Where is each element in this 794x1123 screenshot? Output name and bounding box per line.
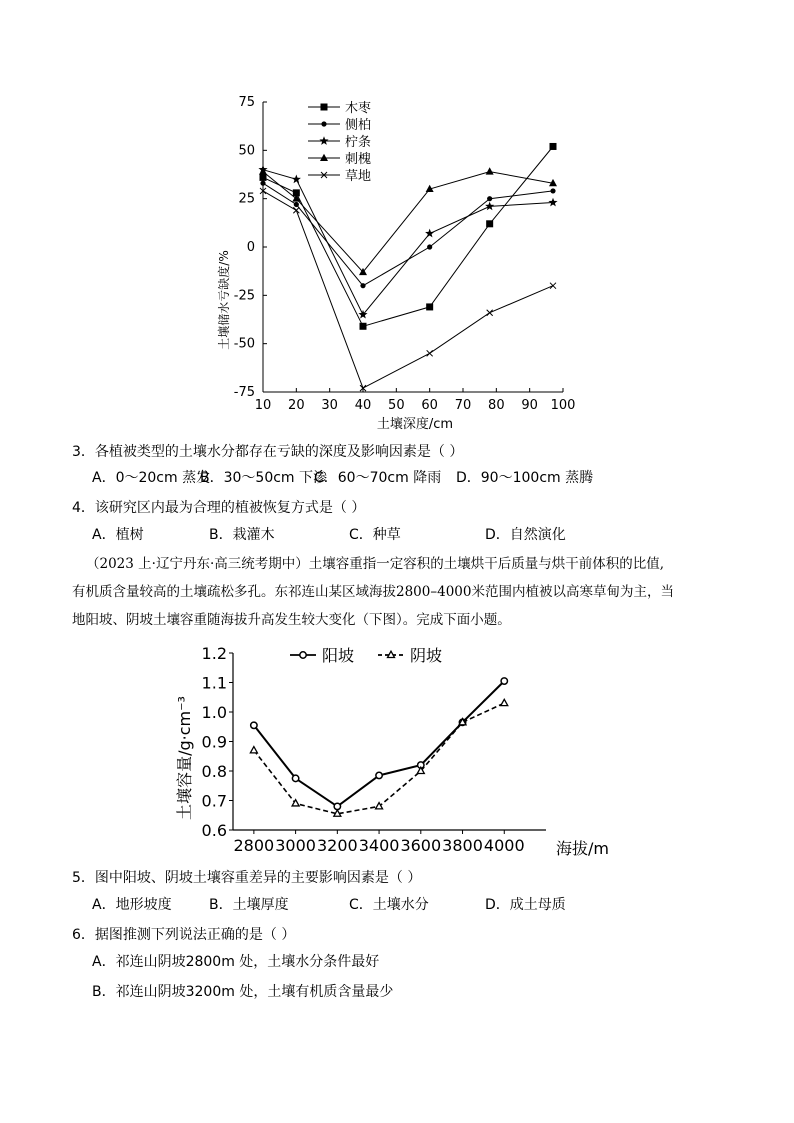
chart1-x-tick-label: 60 <box>421 398 438 413</box>
chart1-data-point <box>487 310 493 316</box>
chart2-x-tick-label: 3200 <box>316 836 358 855</box>
passage-line-3: 地阳坡、阴坡土壤容重随海拔升高发生较大变化（下图）。完成下面小题。 <box>72 612 511 628</box>
chart2-y-tick-label: 0.7 <box>201 791 227 811</box>
chart1-data-point <box>260 181 265 186</box>
q3-option-c[interactable]: C．60～70cm 降雨 <box>314 470 442 486</box>
chart1-data-point <box>550 283 556 289</box>
chart1-data-point <box>550 188 555 193</box>
chart1-x-tick-label: 10 <box>254 398 272 413</box>
chart2-legend-marker <box>300 652 306 658</box>
chart1-legend-label: 刺槐 <box>345 152 372 167</box>
chart1-data-point <box>485 202 494 211</box>
chart1-y-tick-label: 0 <box>246 240 255 255</box>
chart2-x-tick-label: 3600 <box>400 836 442 855</box>
q4-option-b[interactable]: B．栽灌木 <box>209 527 275 543</box>
chart1-ylabel: 土壤储水亏缺度/% <box>217 250 231 350</box>
chart1-y-tick-label: 75 <box>238 95 255 110</box>
question-4-stem: 4．该研究区内最为合理的植被恢复方式是（ ） <box>72 500 366 516</box>
chart2-y-tick-label: 1.1 <box>201 673 227 693</box>
q4-option-d[interactable]: D．自然演化 <box>485 527 566 543</box>
chart1-data-point <box>427 244 432 249</box>
chart1-series-line <box>263 170 553 315</box>
question-5-options <box>92 895 566 915</box>
chart1-data-point <box>426 303 433 310</box>
chart2-y-tick-label: 1.2 <box>201 644 227 663</box>
chart2-series-line <box>254 681 504 806</box>
chart2-data-point <box>501 678 507 684</box>
q3-option-d[interactable]: D．90～100cm 蒸腾 <box>456 470 594 486</box>
chart1-x-tick-label: 50 <box>388 398 405 413</box>
chart2-ylabel: 土壤容量/g·cm⁻³ <box>175 696 194 820</box>
passage <box>72 550 732 634</box>
chart2-legend-label: 阴坡 <box>410 646 443 665</box>
chart1-y-tick-label: -75 <box>233 385 255 400</box>
chart1-legend-marker <box>319 136 328 145</box>
chart2-data-point <box>334 810 341 816</box>
soil-water-deficit-chart <box>200 90 600 435</box>
question-5-stem: 5．图中阳坡、阴坡土壤容重差异的主要影响因素是（ ） <box>72 870 422 886</box>
chart1-data-point <box>486 220 493 227</box>
chart1-data-point <box>427 350 433 356</box>
question-6-stem: 6．据图推测下列说法正确的是（ ） <box>72 927 296 943</box>
chart2-data-point <box>292 775 298 781</box>
chart1-y-tick-label: 50 <box>238 143 255 159</box>
chart1-x-tick-label: 100 <box>550 398 576 413</box>
soil-bulk-density-chart <box>170 640 620 865</box>
q4-option-c[interactable]: C．种草 <box>349 527 401 543</box>
chart2-x-tick-label: 3400 <box>358 836 400 855</box>
chart2-series-line <box>254 703 504 814</box>
chart1-legend-label: 木枣 <box>345 101 372 116</box>
passage-line-1: （2023 上·辽宁丹东·高三统考期中）土壤容重指一定容积的土壤烘干后质量与烘干前体积的比值, <box>86 556 665 572</box>
chart1-data-point <box>360 323 367 330</box>
chart1-y-tick-label: 25 <box>238 191 255 207</box>
q5-option-a[interactable]: A．地形坡度 <box>92 897 172 913</box>
chart1-legend-label: 草地 <box>345 169 372 184</box>
chart1-data-point <box>360 283 365 288</box>
chart1-data-point <box>293 207 299 213</box>
question-4-options <box>92 525 566 545</box>
chart1-legend-label: 柠条 <box>345 135 372 150</box>
chart2-x-tick-label: 3800 <box>442 836 483 855</box>
chart2-data-point <box>250 747 257 753</box>
q5-option-d[interactable]: D．成土母质 <box>485 897 566 913</box>
q3-option-b[interactable]: B．30～50cm 下渗 <box>200 470 328 486</box>
chart1-y-tick-label: -50 <box>233 336 255 352</box>
q5-option-b[interactable]: B．土壤厚度 <box>209 897 289 913</box>
chart2-y-tick-label: 0.6 <box>201 821 227 840</box>
chart1-series-line <box>263 172 553 273</box>
chart2-y-tick-label: 0.9 <box>201 732 227 752</box>
chart1-series-line <box>263 191 553 388</box>
chart1-data-point <box>486 167 494 174</box>
chart1-legend-label: 侧柏 <box>345 118 372 133</box>
chart2-x-tick-label: 2800 <box>233 836 275 855</box>
chart2-x-tick-label: 3000 <box>275 836 316 855</box>
q6-option-b[interactable]: B．祁连山阴坡3200m 处，土壤有机质含量最少 <box>92 984 394 1000</box>
chart1-x-tick-label: 80 <box>488 398 505 413</box>
chart2-data-point <box>501 699 508 705</box>
q5-option-c[interactable]: C．土壤水分 <box>349 897 429 913</box>
chart2-data-point <box>251 722 257 728</box>
chart1-data-point <box>548 198 557 207</box>
chart2-data-point <box>376 772 382 778</box>
chart1-data-point <box>260 174 267 181</box>
chart1-data-point <box>425 229 434 238</box>
q6-option-a[interactable]: A．祁连山阴坡2800m 处，土壤水分条件最好 <box>92 954 380 970</box>
q4-option-a[interactable]: A．植树 <box>92 527 144 543</box>
chart1-legend-marker <box>321 121 326 126</box>
q3-option-a[interactable]: A．0～20cm 蒸发 <box>92 470 211 486</box>
chart2-xlabel: 海拔/m <box>556 839 609 858</box>
chart2-y-tick-label: 1.0 <box>201 703 227 722</box>
chart1-x-tick-label: 40 <box>354 398 372 413</box>
chart1-series-line <box>263 183 553 286</box>
chart1-data-point <box>550 143 557 150</box>
chart2-y-tick-label: 0.8 <box>201 762 227 781</box>
chart1-x-tick-label: 70 <box>454 398 472 413</box>
chart2-legend-label: 阳坡 <box>322 646 355 665</box>
chart2-x-tick-label: 4000 <box>483 836 525 855</box>
chart1-data-point <box>487 196 492 201</box>
chart1-y-tick-label: -25 <box>233 288 255 304</box>
chart2-data-point <box>292 800 299 806</box>
chart1-x-tick-label: 20 <box>288 398 305 413</box>
chart1-legend-marker <box>321 104 328 111</box>
passage-line-2: 有机质含量较高的土壤疏松多孔。东祁连山某区域海拔2800–4000米范围内植被以高寒草甸为主，当 <box>72 584 674 600</box>
chart1-x-tick-label: 90 <box>521 398 538 413</box>
chart2-legend-marker <box>388 651 395 657</box>
chart1-x-tick-label: 30 <box>321 398 338 413</box>
question-3-options <box>92 468 593 488</box>
chart1-xlabel: 土壤深度/cm <box>376 417 454 432</box>
question-3-stem: 3．各植被类型的土壤水分都存在亏缺的深度及影响因素是（ ） <box>72 444 464 460</box>
chart1-legend-marker <box>320 154 328 161</box>
chart1-data-point <box>292 175 301 184</box>
chart1-data-point <box>294 202 299 207</box>
